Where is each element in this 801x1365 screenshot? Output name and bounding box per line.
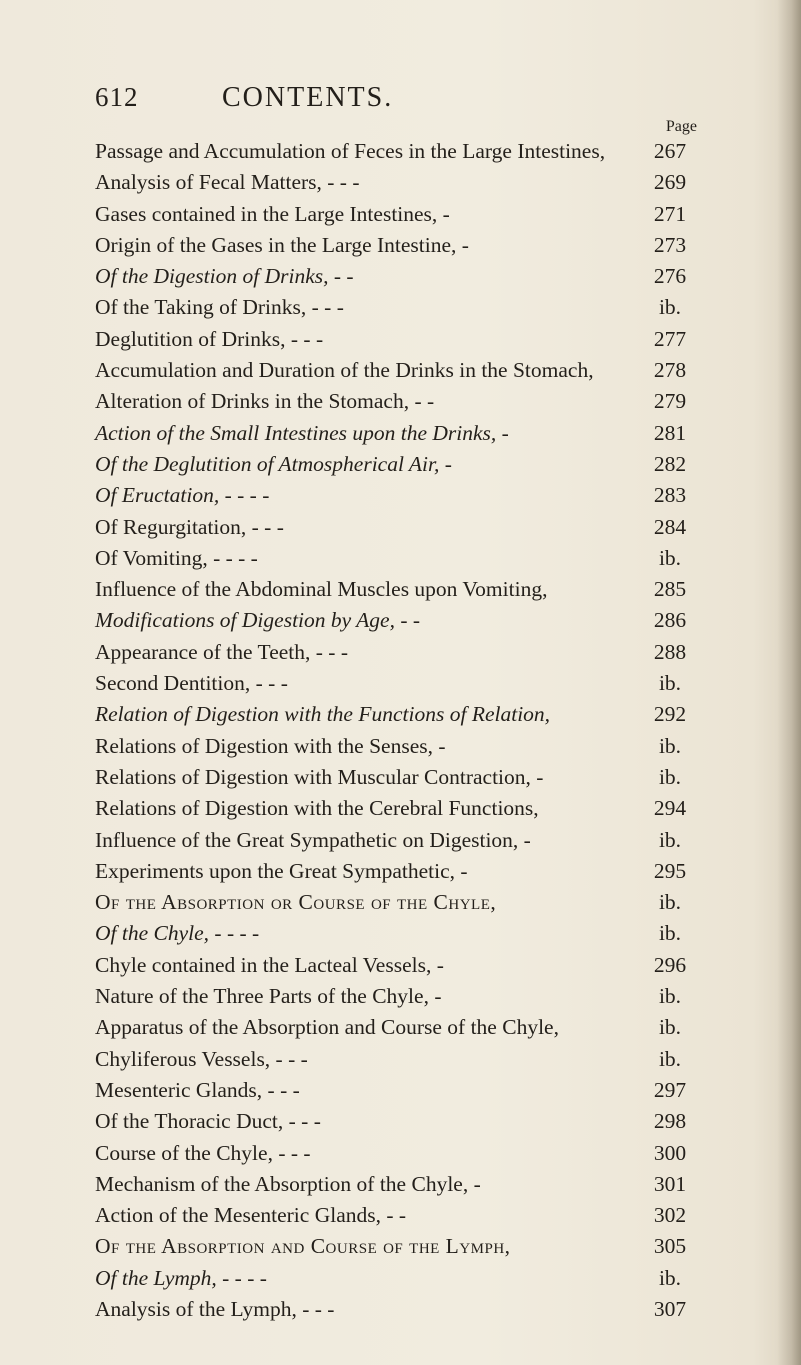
entry-title: Action of the Mesenteric Glands, - -: [95, 1203, 407, 1228]
contents-entry: [0, 1294, 801, 1325]
entry-title: Influence of the Abdominal Muscles upon Vomiting,: [95, 577, 548, 602]
entry-title: Of the Deglutition of Atmospherical Air, -: [95, 451, 452, 476]
contents-entry: [0, 762, 801, 793]
entry-page-number: 296: [653, 952, 687, 977]
entry-title: Relations of Digestion with the Cerebral Functions,: [95, 796, 539, 821]
contents-entry: [0, 1169, 801, 1200]
entry-page-number: ib.: [658, 295, 682, 320]
entry-page-number: 273: [653, 232, 687, 257]
contents-entry: [0, 887, 801, 918]
entry-page-number: 297: [653, 1077, 687, 1102]
entry-page-number: 267: [653, 139, 687, 163]
entry-page-number: ib.: [658, 733, 682, 758]
entry-title: Influence of the Great Sympathetic on Digestion, -: [95, 827, 531, 852]
entry-title: Of the Lymph, - - - -: [95, 1265, 267, 1290]
entry-title: Origin of the Gases in the Large Intestine, -: [95, 232, 469, 257]
contents-entry: [0, 449, 801, 480]
entry-page-number: 271: [653, 201, 687, 226]
contents-entry: [0, 574, 801, 605]
entry-title: Alteration of Drinks in the Stomach, - -: [95, 389, 435, 414]
entry-page-number: 298: [653, 1109, 687, 1134]
entry-title: Relation of Digestion with the Functions of Relation,: [95, 702, 551, 727]
entry-page-number: ib.: [658, 545, 682, 570]
contents-entry: [0, 1075, 801, 1106]
entry-title: Experiments upon the Great Sympathetic, -: [95, 858, 468, 883]
entry-page-number: 307: [653, 1296, 687, 1321]
contents-entry: [0, 699, 801, 730]
entry-title: Gases contained in the Large Intestines, -: [95, 201, 450, 226]
entry-title: Of the Digestion of Drinks, - -: [95, 264, 354, 289]
entry-title: Of Eructation, - - - -: [95, 483, 270, 508]
entry-page-number: 278: [653, 358, 687, 383]
entry-title: Deglutition of Drinks, - - -: [95, 326, 324, 351]
entry-page-number: 281: [653, 420, 687, 445]
contents-entry: [0, 1012, 801, 1043]
entry-title: Of the Thoracic Duct, - - -: [95, 1109, 321, 1134]
contents-entry: [0, 261, 801, 292]
entry-page-number: 286: [653, 608, 687, 633]
entry-page-number: ib.: [658, 827, 682, 852]
contents-entry: [0, 324, 801, 355]
entry-title: Of the Absorption and Course of the Lymph,: [95, 1234, 511, 1259]
entry-title: Apparatus of the Absorption and Course of the Chyle,: [95, 1015, 559, 1040]
contents-entry: [0, 1044, 801, 1075]
entry-page-number: ib.: [658, 1046, 682, 1071]
entry-page-number: ib.: [658, 890, 682, 915]
contents-entry: [0, 637, 801, 668]
entry-title: Appearance of the Teeth, - - -: [95, 639, 348, 664]
entry-title: Of Regurgitation, - - -: [95, 514, 284, 539]
entry-page-number: 288: [653, 639, 687, 664]
contents-entry: [0, 1106, 801, 1137]
entry-title: Modifications of Digestion by Age, - -: [95, 608, 421, 633]
entry-page-number: 292: [653, 702, 687, 727]
contents-entry: [0, 543, 801, 574]
entry-page-number: 294: [653, 796, 687, 821]
entry-page-number: ib.: [658, 671, 682, 696]
contents-entry: [0, 1138, 801, 1169]
entry-page-number: 277: [653, 326, 687, 351]
contents-entry: [0, 981, 801, 1012]
entry-title: Chyliferous Vessels, - - -: [95, 1046, 308, 1071]
entry-title: Mechanism of the Absorption of the Chyle, -: [95, 1171, 481, 1196]
entry-title: Of Vomiting, - - - -: [95, 545, 258, 570]
entry-title: Relations of Digestion with the Senses, -: [95, 733, 446, 758]
contents-entry: [0, 731, 801, 762]
entry-title: Action of the Small Intestines upon the Drinks, -: [95, 420, 509, 445]
contents-entry: [0, 512, 801, 543]
contents-entry: [0, 1231, 801, 1262]
entry-page-number: 276: [653, 264, 687, 289]
entry-page-number: 279: [653, 389, 687, 414]
contents-entry: [0, 386, 801, 417]
entry-title: Analysis of the Lymph, - - -: [95, 1296, 335, 1321]
entry-page-number: ib.: [658, 984, 682, 1009]
running-title: CONTENTS.: [222, 82, 394, 113]
entry-page-number: 283: [653, 483, 687, 508]
contents-entry: [0, 605, 801, 636]
contents-entry: [0, 918, 801, 949]
entry-page-number: ib.: [658, 1265, 682, 1290]
entry-title: Passage and Accumulation of Feces in the Large Intestines,: [95, 139, 606, 163]
contents-list: [0, 136, 801, 1325]
entry-page-number: 284: [653, 514, 687, 539]
page-number: 612: [95, 82, 139, 112]
page-header: [0, 82, 801, 122]
contents-entry: [0, 230, 801, 261]
contents-entry: [0, 480, 801, 511]
contents-entry: [0, 199, 801, 230]
contents-entry: [0, 856, 801, 887]
contents-entry: [0, 167, 801, 198]
contents-entry: [0, 1200, 801, 1231]
entry-page-number: 301: [653, 1171, 687, 1196]
entry-page-number: 295: [653, 858, 687, 883]
entry-page-number: 300: [653, 1140, 687, 1165]
entry-title: Chyle contained in the Lacteal Vessels, -: [95, 952, 444, 977]
contents-entry: [0, 292, 801, 323]
entry-title: Second Dentition, - - -: [95, 671, 288, 696]
entry-title: Of the Chyle, - - - -: [95, 921, 260, 946]
entry-title: Course of the Chyle, - - -: [95, 1140, 311, 1165]
entry-page-number: 285: [653, 577, 687, 602]
entry-title: Relations of Digestion with Muscular Contraction, -: [95, 764, 544, 789]
contents-entry: [0, 825, 801, 856]
entry-title: Of the Taking of Drinks, - - -: [95, 295, 344, 320]
contents-entry: [0, 793, 801, 824]
entry-title: Nature of the Three Parts of the Chyle, -: [95, 984, 442, 1009]
entry-title: Analysis of Fecal Matters, - - -: [95, 170, 360, 195]
entry-page-number: ib.: [658, 921, 682, 946]
entry-page-number: 302: [653, 1203, 687, 1228]
entry-title: Mesenteric Glands, - - -: [95, 1077, 300, 1102]
contents-entry: [0, 950, 801, 981]
contents-entry: [0, 418, 801, 449]
entry-page-number: ib.: [658, 764, 682, 789]
contents-entry: [0, 668, 801, 699]
page-column-label: Page: [665, 118, 697, 135]
contents-entry: [0, 355, 801, 386]
entry-page-number: 269: [653, 170, 687, 195]
entry-page-number: ib.: [658, 1015, 682, 1040]
entry-title: Of the Absorption or Course of the Chyle,: [95, 890, 497, 915]
contents-entry: [0, 136, 801, 167]
entry-page-number: 305: [653, 1234, 687, 1259]
contents-entry: [0, 1263, 801, 1294]
entry-page-number: 282: [653, 451, 687, 476]
entry-title: Accumulation and Duration of the Drinks in the Stomach,: [95, 358, 594, 383]
